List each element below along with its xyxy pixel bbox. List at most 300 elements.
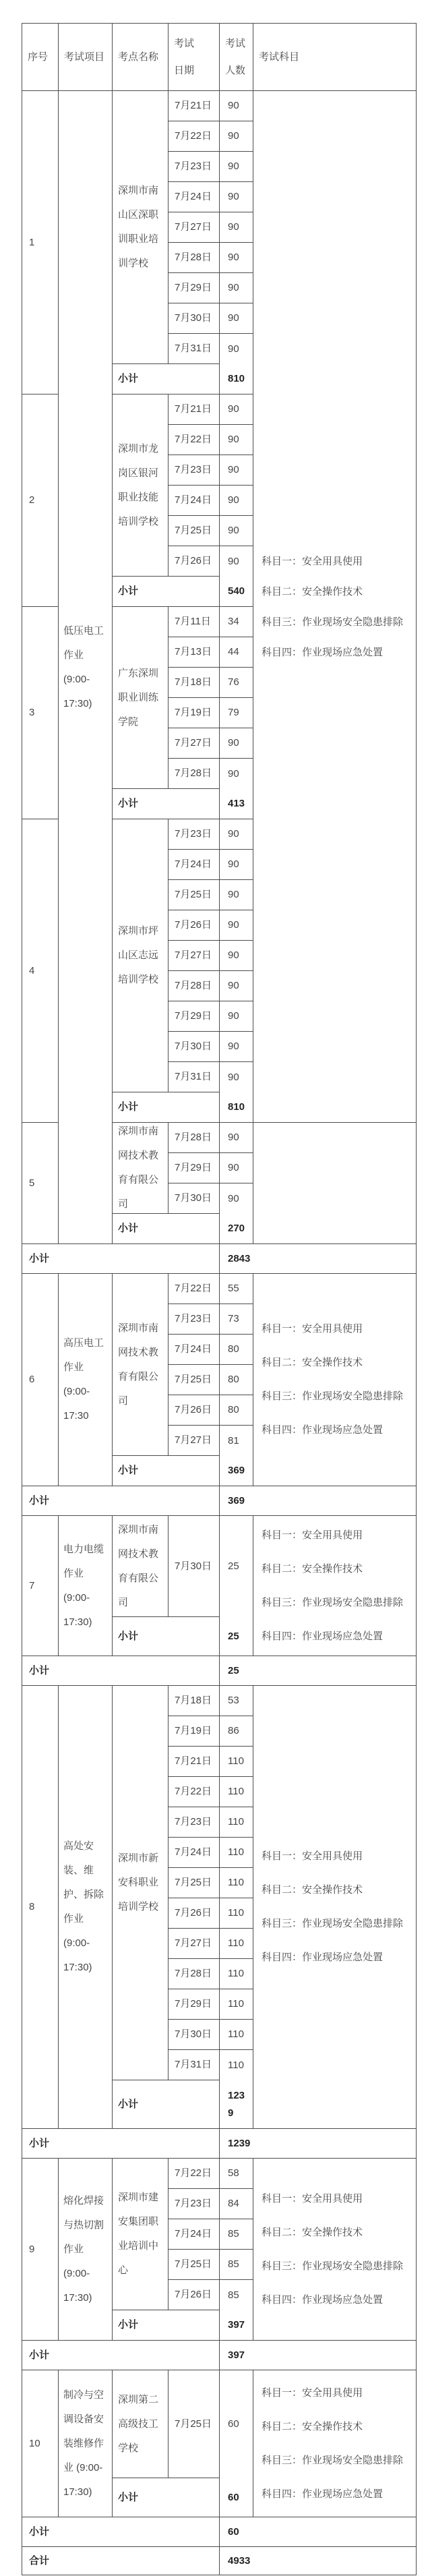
section-number-cell [22, 1274, 59, 1486]
exam-date-cell-text: 7月28日 [175, 1132, 212, 1143]
project-cell-text: 高处安装、维护、拆除作业 (9:00-17:30) [63, 1840, 104, 1973]
group-subtotal-label [22, 2129, 220, 2159]
examinee-count-cell [220, 1716, 253, 1747]
group-subtotal-value-text: 60 [228, 2525, 239, 2538]
subjects-cell-text: 科目三：作业现场安全隐患排除 [262, 1391, 404, 1402]
examinee-count-cell-text: 80 [228, 1404, 239, 1415]
examinee-count-cell [220, 1868, 253, 1898]
exam-date-cell-text: 7月29日 [175, 1998, 212, 2010]
section-subtotal-label [113, 364, 220, 394]
section-number-cell-text: 3 [29, 707, 35, 718]
exam-date-cell-text: 7月23日 [175, 828, 212, 840]
examinee-count-cell [220, 121, 253, 152]
section-subtotal-value [220, 577, 253, 607]
exam-date-cell-text: 7月27日 [175, 1937, 212, 1949]
examinee-count-cell [220, 1838, 253, 1868]
exam-date-cell [169, 941, 220, 971]
subjects-cell-text: 科目一：安全用具使用 [262, 1323, 363, 1335]
venue-cell [113, 394, 169, 577]
section-subtotal-label-text: 小计 [118, 798, 139, 809]
exam-date-cell [169, 1032, 220, 1062]
subjects-cell-text: 科目一：安全用具使用 [262, 2192, 363, 2204]
examinee-count-cell-text: 90 [228, 100, 239, 111]
exam-date-cell [169, 1426, 220, 1456]
examinee-count-cell-text: 110 [228, 1786, 244, 1797]
subjects-cell-text: 科目三：作业现场安全隐患排除 [262, 616, 404, 628]
exam-date-cell-text: 7月31日 [175, 343, 212, 354]
exam-date-cell-text: 7月30日 [175, 1192, 212, 1204]
section-subtotal-value-text: 413 [228, 798, 245, 809]
column-header-2-text: 考试项目 [64, 51, 105, 63]
subjects-cell-text: 科目二：安全操作技术 [262, 1357, 363, 1368]
exam-date-cell-text: 7月27日 [175, 221, 212, 233]
examinee-count-cell-text: 90 [228, 737, 239, 749]
exam-date-cell [169, 668, 220, 698]
exam-date-cell-text: 7月28日 [175, 980, 212, 991]
exam-date-cell-text: 7月30日 [175, 312, 212, 324]
examinee-count-cell-text: 85 [228, 2258, 239, 2270]
exam-date-cell-text: 7月22日 [175, 130, 212, 142]
exam-date-cell [169, 1868, 220, 1898]
exam-date-cell [169, 243, 220, 273]
subjects-cell-text: 科目二：安全操作技术 [262, 1884, 363, 1896]
group-subtotal-value [220, 2129, 417, 2159]
examinee-count-cell [220, 2050, 253, 2080]
subjects-cell-text: 科目一：安全用具使用 [262, 1850, 363, 1862]
exam-date-cell [169, 971, 220, 1001]
examinee-count-cell [220, 2189, 253, 2219]
section-subtotal-value [220, 789, 253, 819]
exam-date-cell-text: 7月11日 [175, 616, 211, 627]
exam-date-cell-text: 7月23日 [175, 1816, 212, 1827]
column-header-4 [169, 24, 220, 91]
exam-date-cell-text: 7月26日 [175, 919, 212, 931]
exam-date-cell [169, 1304, 220, 1335]
subjects-cell [253, 1516, 417, 1656]
examinee-count-cell-text: 90 [228, 221, 239, 233]
examinee-count-cell-text: 34 [228, 616, 239, 627]
examinee-count-cell-text: 90 [228, 889, 239, 900]
section-subtotal-label [113, 2080, 220, 2129]
section-number-cell [22, 819, 59, 1123]
exam-date-cell [169, 1989, 220, 2020]
examinee-count-cell-text: 90 [228, 525, 239, 536]
examinee-count-cell [220, 425, 253, 455]
exam-date-cell-text: 7月26日 [175, 555, 212, 566]
examinee-count-cell-text: 90 [228, 130, 239, 142]
examinee-count-cell-text: 90 [228, 494, 239, 506]
examinee-count-cell-text: 90 [228, 919, 239, 931]
exam-date-cell-text: 7月18日 [175, 1695, 212, 1706]
exam-date-cell-text: 7月22日 [175, 1786, 212, 1797]
section-subtotal-label [113, 1214, 220, 1244]
examinee-count-cell-text: 90 [228, 555, 239, 567]
examinee-count-cell [220, 152, 253, 182]
section-subtotal-value-text: 1239 [228, 2089, 245, 2119]
subjects-cell [253, 91, 417, 1123]
examinee-count-cell-text: 25 [228, 1560, 239, 1572]
section-number-cell [22, 2370, 59, 2517]
exam-date-cell [169, 1959, 220, 1989]
section-subtotal-label-text: 小计 [118, 2319, 139, 2331]
section-subtotal-label [113, 2310, 220, 2341]
subjects-cell-text: 科目三：作业现场安全隐患排除 [262, 2454, 404, 2466]
exam-date-cell [169, 1274, 220, 1304]
examinee-count-cell-text: 90 [228, 858, 239, 870]
examinee-count-cell-text: 110 [228, 1998, 244, 2010]
exam-date-cell [169, 425, 220, 455]
subjects-cell-text: 科目四：作业现场应急处置 [262, 1424, 384, 1436]
venue-cell [113, 1686, 169, 2080]
examinee-count-cell-text: 80 [228, 1374, 239, 1385]
subjects-cell [253, 1686, 417, 2129]
examinee-count-cell [220, 1929, 253, 1959]
examinee-count-cell [220, 698, 253, 728]
exam-date-cell-text: 7月27日 [175, 737, 212, 749]
venue-cell [113, 2159, 169, 2310]
venue-cell-text: 深圳市新安科职业培训学校 [118, 1852, 159, 1912]
group-subtotal-value [220, 2517, 417, 2547]
column-header-3 [113, 24, 169, 91]
section-subtotal-label [113, 2478, 220, 2517]
examinee-count-cell [220, 1989, 253, 2020]
group-subtotal-value-text: 25 [228, 1664, 239, 1676]
column-header-4-text: 考试 [174, 37, 195, 49]
column-header-6-text: 考试科目 [259, 51, 300, 63]
section-subtotal-label-text: 小计 [118, 585, 139, 597]
examinee-count-cell [220, 1001, 253, 1032]
venue-cell [113, 1516, 169, 1617]
exam-date-cell [169, 303, 220, 334]
exam-date-cell-text: 7月22日 [175, 434, 212, 445]
project-cell [59, 91, 113, 1244]
exam-date-cell-text: 7月23日 [175, 1313, 212, 1324]
exam-date-cell [169, 1153, 220, 1183]
exam-date-cell-text: 7月25日 [175, 1877, 212, 1888]
section-subtotal-label [113, 1617, 220, 1656]
examinee-count-cell-text: 53 [228, 1695, 239, 1706]
group-subtotal-label-text: 小计 [29, 2137, 50, 2149]
exam-date-cell [169, 1898, 220, 1929]
grand-total-value-text: 4933 [228, 2554, 251, 2567]
venue-cell-text: 深圳市建安集团职业培训中心 [118, 2192, 159, 2276]
project-cell-text: 高压电工作业 (9:00-17:30 [63, 1337, 104, 1422]
exam-date-cell [169, 2020, 220, 2050]
section-number-cell-text: 4 [29, 964, 35, 976]
examinee-count-cell-text: 90 [228, 1041, 239, 1052]
examinee-count-cell-text: 79 [228, 707, 239, 718]
examinee-count-cell [220, 243, 253, 273]
exam-date-cell [169, 1838, 220, 1868]
examinee-count-cell-text: 81 [228, 1434, 239, 1446]
exam-date-cell [169, 546, 220, 577]
examinee-count-cell-text: 90 [228, 160, 239, 172]
exam-date-cell [169, 273, 220, 303]
examinee-count-cell [220, 455, 253, 486]
examinee-count-cell-text: 90 [228, 1071, 239, 1083]
exam-date-cell-text: 7月18日 [175, 676, 212, 688]
examinee-count-cell-text: 58 [228, 2167, 239, 2179]
examinee-count-cell [220, 1395, 253, 1426]
examinee-count-cell [220, 1153, 253, 1183]
section-subtotal-value [220, 364, 253, 394]
exam-date-cell-text: 7月31日 [175, 1071, 212, 1082]
group-subtotal-label-text: 小计 [29, 2349, 50, 2361]
group-subtotal-label-text: 小计 [29, 2525, 50, 2538]
group-subtotal-value [220, 1656, 417, 1686]
section-subtotal-label-text: 小计 [118, 1465, 139, 1476]
exam-date-cell-text: 7月29日 [175, 1010, 212, 1022]
exam-date-cell [169, 1062, 220, 1092]
exam-date-cell [169, 910, 220, 941]
subjects-cell-text: 科目四：作业现场应急处置 [262, 2488, 384, 2500]
examinee-count-cell [220, 2280, 253, 2310]
examinee-count-cell [220, 334, 253, 364]
group-subtotal-value-text: 2843 [228, 1252, 251, 1264]
examinee-count-cell [220, 941, 253, 971]
group-subtotal-label-text: 小计 [29, 1252, 50, 1264]
subjects-cell-text: 科目四：作业现场应急处置 [262, 646, 384, 658]
examinee-count-cell-text: 86 [228, 1725, 239, 1736]
venue-cell [113, 1274, 169, 1456]
section-subtotal-value [220, 2478, 253, 2517]
column-header-1-text: 序号 [28, 51, 49, 63]
section-number-cell [22, 91, 59, 394]
group-subtotal-label [22, 1656, 220, 1686]
venue-cell [113, 1123, 169, 1214]
examinee-count-cell-text: 90 [228, 464, 239, 475]
exam-date-cell [169, 1183, 220, 1214]
section-subtotal-label-text: 小计 [118, 2491, 139, 2503]
examinee-count-cell-text: 85 [228, 2228, 239, 2240]
examinee-count-cell-text: 90 [228, 252, 239, 263]
section-subtotal-value-text: 540 [228, 585, 245, 597]
section-subtotal-label-text: 小计 [118, 1630, 139, 1642]
examinee-count-cell [220, 2219, 253, 2250]
exam-date-cell-text: 7月24日 [175, 191, 212, 202]
group-subtotal-value-text: 397 [228, 2349, 245, 2361]
section-subtotal-value-text: 369 [228, 1465, 245, 1476]
exam-date-cell [169, 759, 220, 789]
exam-date-cell-text: 7月25日 [175, 525, 212, 536]
group-subtotal-value [220, 2341, 417, 2370]
exam-date-cell-text: 7月23日 [175, 160, 212, 172]
project-cell-text: 熔化焊接与热切割作业 (9:00-17:30) [63, 2194, 104, 2304]
section-number-cell [22, 2159, 59, 2341]
examinee-count-cell [220, 2020, 253, 2050]
column-header-1 [22, 24, 59, 91]
examinee-count-cell-text: 110 [228, 1877, 244, 1888]
column-header-5 [220, 24, 253, 91]
examinee-count-cell [220, 1335, 253, 1365]
section-number-cell-text: 6 [29, 1374, 35, 1385]
exam-date-cell-text: 7月27日 [175, 949, 212, 961]
examinee-count-cell [220, 1747, 253, 1777]
examinee-count-cell-text: 110 [228, 1968, 244, 1979]
exam-date-cell [169, 516, 220, 546]
examinee-count-cell-text: 76 [228, 676, 239, 688]
examinee-count-cell [220, 759, 253, 789]
examinee-count-cell-text: 110 [228, 2028, 244, 2040]
exam-date-cell [169, 334, 220, 364]
group-subtotal-value-text: 369 [228, 1494, 245, 1506]
section-number-cell-text: 2 [29, 494, 35, 506]
exam-date-cell-text: 7月30日 [175, 2028, 212, 2040]
examinee-count-cell [220, 637, 253, 668]
exam-date-cell [169, 1395, 220, 1426]
exam-date-cell-text: 7月19日 [175, 707, 212, 718]
examinee-count-cell-text: 85 [228, 2289, 239, 2301]
examinee-count-cell-text: 90 [228, 282, 239, 293]
subjects-cell-text: 科目二：安全操作技术 [262, 2226, 363, 2238]
examinee-count-cell [220, 1777, 253, 1807]
examinee-count-cell [220, 1516, 253, 1617]
venue-cell-text: 深圳市南网技术教育有限公司 [118, 1125, 159, 1210]
column-header-3-text: 考点名称 [118, 51, 159, 63]
exam-date-cell [169, 1335, 220, 1365]
exam-date-cell [169, 850, 220, 880]
exam-date-cell-text: 7月29日 [175, 1162, 212, 1173]
exam-date-cell-text: 7月23日 [175, 2198, 212, 2209]
section-subtotal-value-text: 397 [228, 2319, 245, 2331]
exam-date-cell [169, 2050, 220, 2080]
exam-date-cell [169, 1123, 220, 1153]
exam-date-cell [169, 1365, 220, 1395]
group-subtotal-value [220, 1486, 417, 1516]
subjects-cell-text: 科目三：作业现场安全隐患排除 [262, 2260, 404, 2272]
exam-date-cell-text: 7月22日 [175, 1283, 212, 1294]
subjects-cell-text: 科目三：作业现场安全隐患排除 [262, 1918, 404, 1929]
subjects-cell-text: 科目二：安全操作技术 [262, 585, 363, 597]
examinee-count-cell [220, 182, 253, 212]
section-subtotal-label-text: 小计 [118, 1223, 139, 1234]
venue-cell [113, 607, 169, 789]
examinee-count-cell-text: 55 [228, 1283, 239, 1294]
exam-date-cell-text: 7月30日 [175, 1041, 212, 1052]
exam-date-cell [169, 152, 220, 182]
project-cell [59, 1516, 113, 1656]
subjects-cell-text: 科目一：安全用具使用 [262, 555, 363, 567]
grand-total-value [220, 2547, 417, 2575]
exam-date-cell [169, 637, 220, 668]
exam-date-cell [169, 880, 220, 910]
exam-date-cell-text: 7月25日 [175, 2418, 212, 2430]
section-subtotal-label [113, 1092, 220, 1123]
examinee-count-cell [220, 273, 253, 303]
examinee-count-cell-text: 90 [228, 980, 239, 991]
examinee-count-cell [220, 486, 253, 516]
subjects-cell-text: 科目二：安全操作技术 [262, 1562, 363, 1575]
venue-cell [113, 91, 169, 364]
grand-total-label [22, 2547, 220, 2575]
exam-date-cell-text: 7月24日 [175, 2228, 212, 2240]
subjects-cell-text: 科目二：安全操作技术 [262, 2420, 363, 2432]
exam-date-cell-text: 7月24日 [175, 494, 212, 506]
examinee-count-cell-text: 110 [228, 1937, 244, 1949]
exam-date-cell-text: 7月24日 [175, 1343, 212, 1355]
section-subtotal-label-text: 小计 [118, 373, 139, 384]
exam-date-cell [169, 91, 220, 121]
exam-date-cell-text: 7月24日 [175, 858, 212, 870]
examinee-count-cell [220, 1365, 253, 1395]
exam-date-cell-text: 7月25日 [175, 889, 212, 900]
subjects-empty-cell [253, 1123, 417, 1244]
exam-date-cell [169, 1716, 220, 1747]
examinee-count-cell [220, 1062, 253, 1092]
exam-date-cell [169, 1001, 220, 1032]
exam-date-cell [169, 819, 220, 850]
examinee-count-cell-text: 90 [228, 828, 239, 840]
examinee-count-cell [220, 303, 253, 334]
exam-date-cell-text: 7月30日 [175, 1560, 212, 1572]
section-number-cell-text: 8 [29, 1901, 35, 1912]
column-header-5-text: 人数 [225, 64, 246, 76]
section-subtotal-value [220, 1092, 253, 1123]
grand-total-label-text: 合计 [29, 2554, 50, 2567]
examinee-count-cell [220, 880, 253, 910]
section-subtotal-value [220, 1456, 253, 1486]
section-subtotal-label [113, 577, 220, 607]
examinee-count-cell-text: 44 [228, 646, 239, 657]
exam-date-cell [169, 212, 220, 243]
examinee-count-cell [220, 2250, 253, 2280]
section-number-cell-text: 7 [29, 1579, 35, 1591]
exam-date-cell [169, 394, 220, 425]
section-number-cell [22, 394, 59, 607]
group-subtotal-label [22, 1486, 220, 1516]
examinee-count-cell [220, 1686, 253, 1716]
section-number-cell [22, 1686, 59, 2129]
exam-date-cell-text: 7月27日 [175, 1434, 212, 1446]
venue-cell-text: 深圳市坪山区志远培训学校 [118, 925, 159, 985]
exam-date-cell-text: 7月22日 [175, 2167, 212, 2179]
examinee-count-cell [220, 91, 253, 121]
exam-date-cell [169, 2189, 220, 2219]
project-cell [59, 2370, 113, 2517]
section-subtotal-value-text: 810 [228, 373, 245, 384]
group-subtotal-value [220, 1244, 417, 1274]
exam-schedule-table [22, 23, 417, 2575]
exam-date-cell-text: 7月23日 [175, 464, 212, 475]
group-subtotal-label [22, 2517, 220, 2547]
venue-cell-text: 深圳市南网技术教育有限公司 [118, 1322, 159, 1407]
examinee-count-cell [220, 1183, 253, 1214]
group-subtotal-label [22, 2341, 220, 2370]
exam-date-cell [169, 2370, 220, 2478]
exam-date-cell [169, 455, 220, 486]
examinee-count-cell-text: 73 [228, 1313, 239, 1324]
examinee-count-cell [220, 1032, 253, 1062]
examinee-count-cell [220, 1123, 253, 1153]
column-header-4-text: 日期 [174, 64, 195, 76]
section-subtotal-value [220, 2310, 253, 2341]
examinee-count-cell [220, 1807, 253, 1838]
exam-date-cell-text: 7月28日 [175, 1968, 212, 1979]
exam-date-cell [169, 1686, 220, 1716]
examinee-count-cell [220, 394, 253, 425]
subjects-cell-text: 科目四：作业现场应急处置 [262, 1952, 384, 1963]
examinee-count-cell [220, 819, 253, 850]
exam-date-cell-text: 7月25日 [175, 2258, 212, 2270]
exam-date-cell-text: 7月28日 [175, 252, 212, 263]
exam-date-cell [169, 728, 220, 759]
exam-date-cell-text: 7月26日 [175, 1907, 212, 1919]
section-number-cell-text: 5 [29, 1177, 35, 1189]
section-number-cell-text: 9 [29, 2243, 35, 2255]
section-number-cell [22, 1516, 59, 1656]
exam-date-cell [169, 182, 220, 212]
subjects-cell [253, 2159, 417, 2341]
